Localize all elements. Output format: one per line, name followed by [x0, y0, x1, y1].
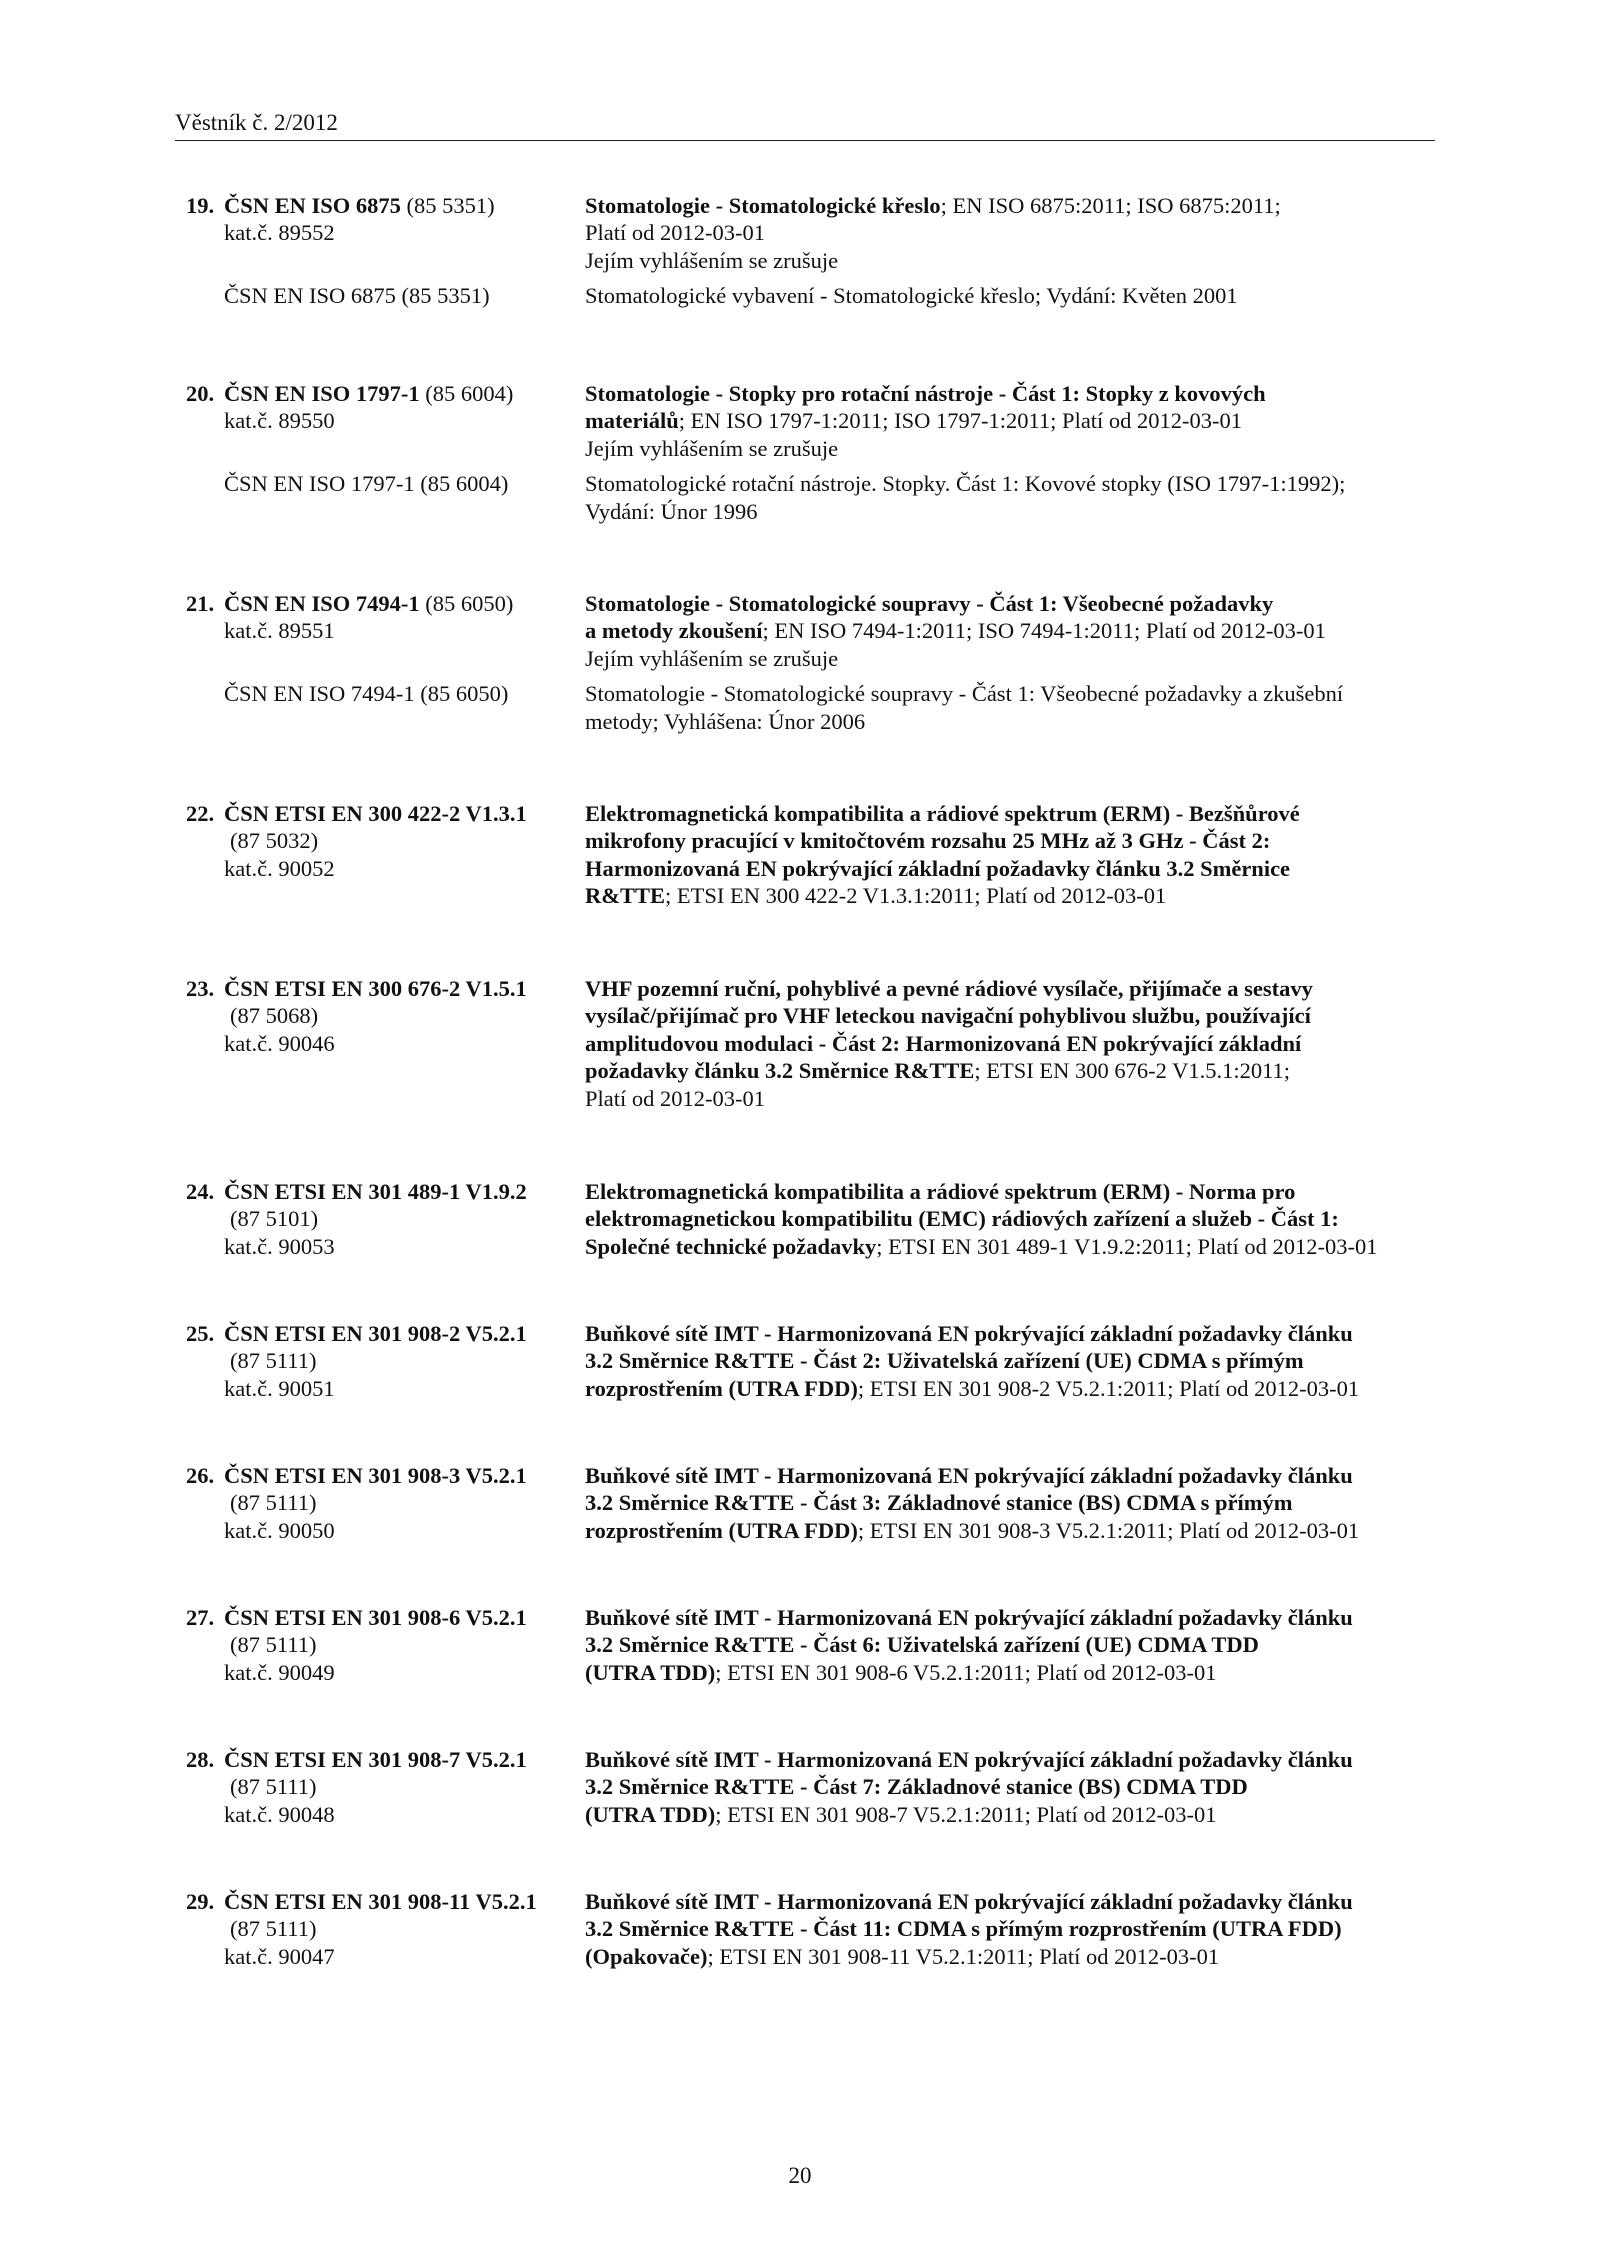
standard-title: (UTRA TDD)	[585, 1659, 716, 1685]
designation-detail-line: kat.č. 90053	[224, 1233, 335, 1259]
standard-metadata: ; ETSI EN 301 908-3 V5.2.1:2011; Platí od 2012-03-01	[857, 1517, 1360, 1543]
standard-title: Buňkové sítě IMT - Harmonizovaná EN pokrývající základní požadavky článku	[585, 1321, 1353, 1346]
title-line	[585, 1233, 1378, 1260]
designation-detail-line: (87 5111)	[230, 1916, 317, 1942]
title-line	[585, 1631, 1259, 1658]
title-line	[585, 1517, 1359, 1544]
title-line	[585, 1604, 1353, 1631]
designation-detail-line: (87 5111)	[230, 1632, 317, 1658]
replaced-title-line: metody; Vyhlášena: Únor 2006	[585, 708, 866, 734]
replaced-title-line: Vydání: Únor 1996	[585, 498, 758, 524]
standard-title: Buňkové sítě IMT - Harmonizovaná EN pokrývající základní požadavky článku	[585, 1747, 1353, 1772]
standard-title: Stomatologie - Stomatologické soupravy - Část 1: Všeobecné požadavky	[585, 591, 1274, 616]
standard-title: 3.2 Směrnice R&TTE - Část 2: Uživatelská zařízení (UE) CDMA s přímým	[585, 1348, 1304, 1374]
designation-detail-line: kat.č. 90051	[224, 1375, 335, 1401]
standard-designation: ČSN ETSI EN 301 489-1 V1.9.2	[224, 1179, 527, 1204]
designation-line	[224, 800, 527, 827]
title-line	[585, 380, 1266, 407]
standard-title: R&TTE	[585, 883, 666, 909]
designation-detail-line: kat.č. 89552	[224, 220, 335, 246]
title-line	[585, 1178, 1295, 1205]
page-header	[175, 108, 1435, 141]
standard-designation: ČSN ETSI EN 300 422-2 V1.3.1	[224, 801, 527, 826]
standard-title: Buňkové sítě IMT - Harmonizovaná EN pokrývající základní požadavky článku	[585, 1605, 1353, 1630]
designation-detail-line: kat.č. 90052	[224, 855, 335, 881]
bulletin-title: Věstník č. 2/2012	[175, 110, 338, 135]
entry-number: 27.	[186, 1605, 215, 1630]
designation-line	[224, 380, 513, 407]
title-line	[585, 1773, 1248, 1800]
title-line	[585, 435, 838, 462]
title-line	[585, 1489, 1292, 1516]
standard-designation: ČSN ETSI EN 301 908-2 V5.2.1	[224, 1321, 527, 1346]
designation-line	[224, 1746, 527, 1773]
designation-line	[224, 1462, 527, 1489]
designation-detail-line: kat.č. 90047	[224, 1943, 335, 1969]
standard-metadata: ; EN ISO 6875:2011; ISO 6875:2011;	[940, 193, 1281, 218]
standard-title: a metody zkoušení	[585, 618, 763, 644]
standard-title: mikrofony pracující v kmitočtovém rozsahu 25 MHz až 3 GHz - Část 2:	[585, 828, 1271, 854]
title-line	[585, 219, 765, 246]
designation-line	[224, 1320, 527, 1347]
standard-designation: ČSN EN ISO 1797-1	[224, 381, 420, 406]
standard-metadata: Jejím vyhlášením se zrušuje	[585, 247, 839, 273]
standard-title: (UTRA TDD)	[585, 1801, 716, 1827]
standard-metadata: ; ETSI EN 300 676-2 V1.5.1:2011;	[974, 1058, 1291, 1084]
designation-detail-line: (87 5111)	[230, 1490, 317, 1516]
standard-metadata: ; ETSI EN 301 908-6 V5.2.1:2011; Platí od 2012-03-01	[715, 1659, 1217, 1685]
title-line	[585, 617, 1326, 644]
title-line	[585, 1085, 765, 1112]
replaced-title-line: Stomatologické vybavení - Stomatologické křeslo; Vydání: Květen 2001	[585, 283, 1238, 309]
classification-code: (85 6050)	[419, 591, 514, 616]
standard-title: 3.2 Směrnice R&TTE - Část 7: Základnové stanice (BS) CDMA TDD	[585, 1774, 1248, 1800]
standard-title: 3.2 Směrnice R&TTE - Část 6: Uživatelská zařízení (UE) CDMA TDD	[585, 1632, 1259, 1658]
title-line	[585, 1002, 1311, 1029]
standard-metadata: Jejím vyhlášením se zrušuje	[585, 645, 839, 671]
title-line	[585, 855, 1290, 882]
designation-line	[224, 975, 527, 1002]
standard-metadata: ; ETSI EN 301 908-7 V5.2.1:2011; Platí od 2012-03-01	[715, 1801, 1217, 1827]
standard-title: 3.2 Směrnice R&TTE - Část 11: CDMA s přímým rozprostřením (UTRA FDD)	[585, 1916, 1342, 1942]
standard-designation: ČSN ETSI EN 301 908-6 V5.2.1	[224, 1605, 527, 1630]
entry-number: 20.	[186, 381, 215, 406]
standard-metadata: ; ETSI EN 301 908-2 V5.2.1:2011; Platí od 2012-03-01	[857, 1375, 1360, 1401]
title-line	[585, 1915, 1342, 1942]
standard-title: Buňkové sítě IMT - Harmonizovaná EN pokrývající základní požadavky článku	[585, 1889, 1353, 1914]
standard-designation: ČSN ETSI EN 301 908-7 V5.2.1	[224, 1747, 527, 1772]
standard-metadata: ; ETSI EN 301 489-1 V1.9.2:2011; Platí od 2012-03-01	[876, 1233, 1378, 1259]
entry-number: 24.	[186, 1179, 215, 1204]
standard-designation: ČSN EN ISO 6875	[224, 193, 401, 218]
replaced-title-line: Stomatologické rotační nástroje. Stopky. Část 1: Kovové stopky (ISO 1797-1:1992);	[585, 471, 1346, 497]
standard-title: Stomatologie - Stomatologické křeslo	[585, 193, 941, 218]
title-line	[585, 590, 1273, 617]
standard-metadata: ; EN ISO 7494-1:2011; ISO 7494-1:2011; Platí od 2012-03-01	[762, 618, 1326, 644]
title-line	[585, 192, 1281, 219]
entry-number: 21.	[186, 591, 215, 616]
designation-detail-line: (87 5068)	[230, 1003, 319, 1029]
designation-detail-line: kat.č. 90050	[224, 1517, 335, 1543]
designation-detail-line: kat.č. 90049	[224, 1659, 335, 1685]
title-line	[585, 800, 1300, 827]
standard-title: rozprostřením (UTRA FDD)	[585, 1517, 858, 1543]
entry-number: 29.	[186, 1889, 215, 1914]
designation-line	[224, 192, 495, 219]
title-line	[585, 882, 1166, 909]
title-line	[585, 1943, 1219, 1970]
classification-code: (85 6004)	[419, 381, 514, 406]
standard-title: VHF pozemní ruční, pohyblivé a pevné rádiové vysílače, přijímače a sestavy	[585, 976, 1313, 1001]
title-line	[585, 1057, 1290, 1084]
standard-title: Buňkové sítě IMT - Harmonizovaná EN pokrývající základní požadavky článku	[585, 1463, 1353, 1488]
title-line	[585, 827, 1270, 854]
standard-title: Elektromagnetická kompatibilita a rádiové spektrum (ERM) - Bezšňůrové	[585, 801, 1300, 826]
standard-title: materiálů	[585, 408, 679, 434]
standard-title: Harmonizovaná EN pokrývající základní požadavky článku 3.2 Směrnice	[585, 855, 1291, 881]
standard-title: vysílač/přijímač pro VHF leteckou navigační pohyblivou službu, používající	[585, 1003, 1311, 1029]
replaced-title-line: Stomatologie - Stomatologické soupravy - Část 1: Všeobecné požadavky a zkušební	[585, 681, 1344, 707]
designation-detail-line: (87 5101)	[230, 1206, 319, 1232]
designation-line	[224, 590, 513, 617]
entry-number: 19.	[186, 193, 215, 218]
standard-title: Elektromagnetická kompatibilita a rádiové spektrum (ERM) - Norma pro	[585, 1179, 1296, 1204]
standard-designation: ČSN ETSI EN 301 908-11 V5.2.1	[224, 1889, 537, 1914]
standard-title: požadavky článku 3.2 Směrnice R&TTE	[585, 1058, 975, 1084]
designation-detail-line: kat.č. 89550	[224, 408, 335, 434]
designation-detail-line: (87 5032)	[230, 828, 319, 854]
standard-title: 3.2 Směrnice R&TTE - Část 3: Základnové stanice (BS) CDMA s přímým	[585, 1490, 1293, 1516]
standard-metadata: Platí od 2012-03-01	[585, 220, 765, 246]
title-line	[585, 1462, 1353, 1489]
title-line	[585, 1801, 1216, 1828]
standard-title: amplitudovou modulaci - Část 2: Harmonizovaná EN pokrývající základní	[585, 1030, 1302, 1056]
standard-title: Společné technické požadavky	[585, 1233, 877, 1259]
standard-metadata: Jejím vyhlášením se zrušuje	[585, 435, 839, 461]
title-line	[585, 1746, 1353, 1773]
entry-number: 22.	[186, 801, 215, 826]
designation-detail-line: (87 5111)	[230, 1774, 317, 1800]
title-line	[585, 1030, 1301, 1057]
standard-designation: ČSN EN ISO 7494-1	[224, 591, 420, 616]
standard-designation: ČSN ETSI EN 300 676-2 V1.5.1	[224, 976, 527, 1001]
entry-number: 25.	[186, 1321, 215, 1346]
designation-detail-line: kat.č. 89551	[224, 618, 335, 644]
replaced-designation: ČSN EN ISO 1797-1 (85 6004)	[224, 471, 509, 497]
title-line	[585, 1375, 1359, 1402]
title-line	[585, 1888, 1353, 1915]
title-line	[585, 1347, 1304, 1374]
replaced-designation: ČSN EN ISO 7494-1 (85 6050)	[224, 681, 509, 707]
standard-metadata: ; ETSI EN 300 422-2 V1.3.1:2011; Platí od 2012-03-01	[665, 883, 1167, 909]
title-line	[585, 407, 1242, 434]
entry-number: 23.	[186, 976, 215, 1001]
designation-line	[224, 1604, 527, 1631]
standard-metadata: ; EN ISO 1797-1:2011; ISO 1797-1:2011; Platí od 2012-03-01	[678, 408, 1243, 434]
designation-line	[224, 1178, 527, 1205]
title-line	[585, 247, 838, 274]
replaced-designation: ČSN EN ISO 6875 (85 5351)	[224, 283, 490, 309]
standard-title: (Opakovače)	[585, 1943, 708, 1969]
entry-number: 26.	[186, 1463, 215, 1488]
title-line	[585, 975, 1313, 1002]
classification-code: (85 5351)	[400, 193, 495, 218]
designation-detail-line: kat.č. 90046	[224, 1030, 335, 1056]
standard-metadata: Platí od 2012-03-01	[585, 1085, 765, 1111]
standard-title: elektromagnetickou kompatibilitu (EMC) rádiových zařízení a služeb - Část 1:	[585, 1206, 1339, 1232]
entry-number: 28.	[186, 1747, 215, 1772]
standard-designation: ČSN ETSI EN 301 908-3 V5.2.1	[224, 1463, 527, 1488]
title-line	[585, 645, 838, 672]
standard-title: rozprostřením (UTRA FDD)	[585, 1375, 858, 1401]
designation-detail-line: kat.č. 90048	[224, 1801, 335, 1827]
title-line	[585, 1659, 1216, 1686]
designation-line	[224, 1888, 537, 1915]
title-line	[585, 1205, 1339, 1232]
page-number: 20	[788, 2163, 812, 2188]
page-footer	[0, 2163, 1600, 2189]
standard-metadata: ; ETSI EN 301 908-11 V5.2.1:2011; Platí od 2012-03-01	[707, 1943, 1220, 1969]
standard-title: Stomatologie - Stopky pro rotační nástroje - Část 1: Stopky z kovových	[585, 381, 1266, 406]
title-line	[585, 1320, 1353, 1347]
designation-detail-line: (87 5111)	[230, 1348, 317, 1374]
